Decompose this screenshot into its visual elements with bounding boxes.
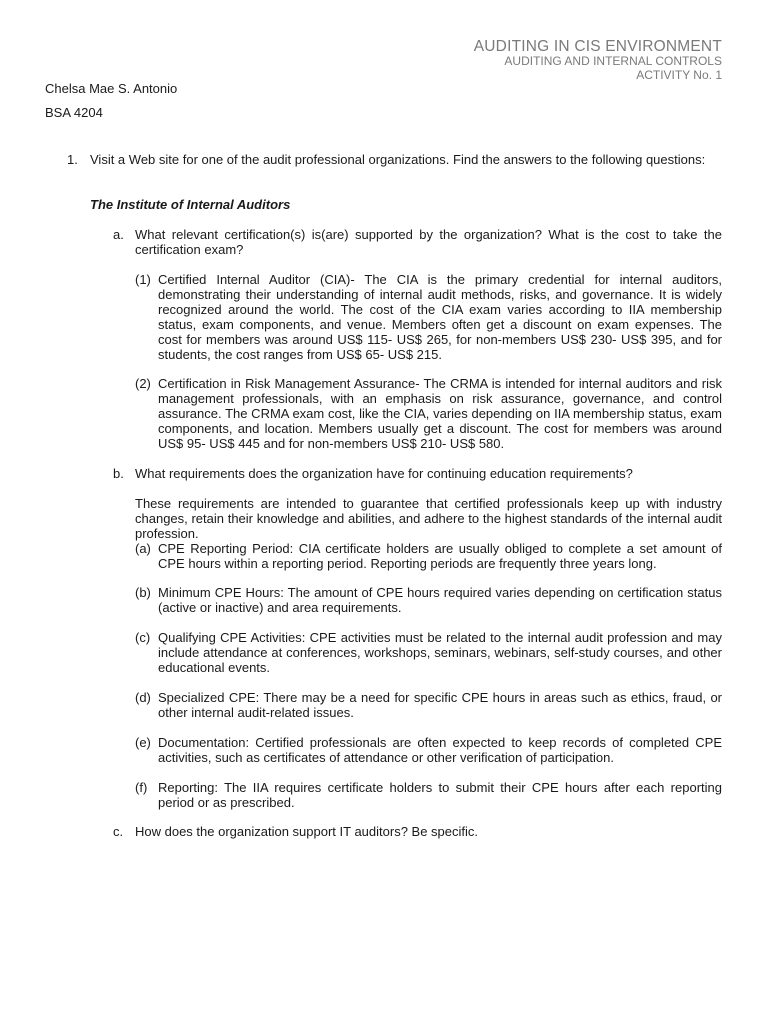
header-activity: ACTIVITY No. 1	[636, 68, 722, 82]
list-item-marker: (2)	[135, 376, 151, 391]
question-c-text: How does the organization support IT auditors? Be specific.	[135, 824, 479, 839]
header-subtitle: AUDITING AND INTERNAL CONTROLS	[504, 54, 722, 68]
list-item-marker: (d)	[135, 690, 151, 705]
list-item-marker: (a)	[135, 541, 151, 556]
cpe-reporting: Reporting: The IIA requires certificate holders to submit their CPE hours after each reporting period or as prescribed.	[158, 780, 722, 810]
cpe-reporting-period: CPE Reporting Period: CIA certificate holders are usually obliged to complete a set amount of CPE hours within a reporting period. Reporting periods are frequently three years long.	[158, 541, 722, 571]
cpe-minimum-hours: Minimum CPE Hours: The amount of CPE hours required varies depending on certification status (active or inactive) and area requirements.	[158, 585, 722, 615]
certification-crma: Certification in Risk Management Assurance- The CRMA is intended for internal auditors and risk management professionals, with an emphasis on risk assurance, governance, and control assurance. The CRMA exam cost, like the CIA, varies depending on IIA membership status, exam components, and location. Members usually get a discount. The cost for members was around US$ 95- US$ 445 and for non-members US$ 210- US$ 580.	[158, 376, 722, 451]
certification-cia: Certified Internal Auditor (CIA)- The CIA is the primary credential for internal auditors, demonstrating their understanding of internal audit methods, risks, and governance. It is widely recognized around the world. The cost of the CIA exam varies according to IIA membership status, exam components, and venue. Members often get a discount on exam expenses. The cost for members was around US$ 115- US$ 265, for non-members US$ 230- US$ 395, and for students, the cost ranges from US$ 65- US$ 215.	[158, 272, 722, 362]
list-item-marker: (1)	[135, 272, 151, 287]
question-b-text: What requirements does the organization have for continuing education requirements?	[135, 466, 633, 481]
cpe-intro: These requirements are intended to guarantee that certified professionals keep up with industry changes, retain their knowledge and abilities, and adhere to the highest standards of the internal audit profession.	[135, 496, 722, 541]
cpe-documentation: Documentation: Certified professionals are often expected to keep records of completed CPE activities, such as certificates of attendance or other verification of participation.	[158, 735, 722, 765]
list-item-marker: (b)	[135, 585, 151, 600]
question-c-marker: c.	[113, 824, 124, 839]
list-item-marker: (f)	[135, 780, 148, 795]
question-text: Visit a Web site for one of the audit professional organizations. Find the answers to the following questions:	[90, 152, 706, 167]
list-item-marker: (c)	[135, 630, 151, 645]
cpe-qualifying-activities: Qualifying CPE Activities: CPE activities must be related to the internal audit profession and may include attendance at conferences, workshops, seminars, webinars, self-study courses, and other educational events.	[158, 630, 722, 675]
question-number: 1.	[67, 152, 78, 167]
student-name: Chelsa Mae S. Antonio	[45, 81, 178, 96]
header-title: AUDITING IN CIS ENVIRONMENT	[473, 38, 722, 55]
question-a-marker: a.	[113, 227, 124, 242]
student-section: BSA 4204	[45, 105, 103, 120]
cpe-specialized: Specialized CPE: There may be a need for specific CPE hours in areas such as ethics, fraud, or other internal audit-related issues.	[158, 690, 722, 720]
question-b-marker: b.	[113, 466, 124, 481]
organization-heading: The Institute of Internal Auditors	[90, 197, 291, 212]
question-a-text: What relevant certification(s) is(are) supported by the organization? What is the cost to take the certification exam?	[135, 227, 722, 257]
list-item-marker: (e)	[135, 735, 151, 750]
